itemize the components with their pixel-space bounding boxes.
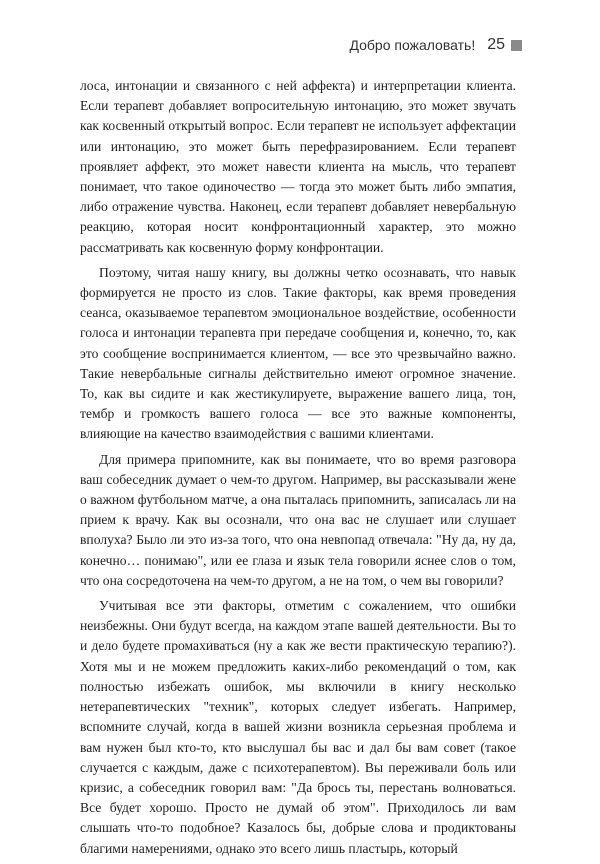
paragraph-1: лоса, интонации и связанного с ней аффекта) и интерпретации клиента. Если терапевт добавляет вопросительную интонацию, это может звучать как косвенный открытый вопрос. Если терапевт не использует аффектации или интонацию, это может быть перефразированием. Если терапевт проявляет аффект, это может навести клиента на мысль, что терапевт понимает, что такое одиночество — тогда это может быть либо эмпатия, либо отражение чувства. Наконец, если терапевт добавляет невербальную реакцию, которая носит конфронтационный характер, это можно рассматривать как косвенную форму конфронтации. <box>80 78 516 255</box>
running-header <box>349 36 522 54</box>
chapter-title: Добро пожаловать! <box>349 37 476 53</box>
paragraph-2: Поэтому, читая нашу книгу, вы должны четко осознавать, что навык формируется не просто из слов. Такие факторы, как время проведения сеанса, оказываемое терапевтом эмоциональное воздействие, особенности голоса и интонации терапевта при передаче сообщения и, конечно, то, как это сообщение воспринимается клиентом, — все это чрезвычайно важно. Такие невербальные сигналы действительно имеют огромное значение. То, как вы сидите и как жестикулируете, выражение вашего лица, тон, тембр и громкость вашего голоса — все это важные компоненты, влияющие на качество взаимодействия с вашими клиентами. <box>80 264 516 442</box>
body-text <box>80 76 516 864</box>
page-marker-square <box>511 40 522 51</box>
paragraph-4: Учитывая все эти факторы, отметим с сожалением, что ошибки неизбежны. Они будут всегда, на каждом этапе вашей деятельности. Вы то и дело будете промахиваться (ну а как же вести практическую терапию?). Хотя мы и не можем предложить каких-либо рекомендаций о том, как полностью избежать ошибок, мы включили в книгу несколько нетерапевтических "техник", которых следует избегать. Например, вспомните случай, когда в вашей жизни возникла серьезная проблема и вам нужен был кто-то, кто выслушал бы вас и дал бы вам совет (такое случается с каждым, даже с психотерапевтом). Вы переживали боль или кризис, а собеседник говорил вам: "Да брось ты, перестань волноваться. Все будет хорошо. Просто не думай об этом". Приходилось ли вам слышать что-то подобное? Казалось бы, добрые слова и продиктованы благими намерениями, однако это всего лишь пластырь, который <box>80 598 516 856</box>
page-number: 25 <box>487 36 505 53</box>
paragraph-3: Для примера припомните, как вы понимаете, что во время разговора ваш собеседник думает о чем-то другом. Например, вы рассказывали жене о важном футбольном матче, а она пыталась припомнить, записалась ли на прием к врачу. Как вы осознали, что она вас не слушает или слушает вполуха? Было ли это из-за того, что она невпопад отвечала: "Ну да, ну да, конечно… понимаю", или ее глаза и язык тела говорили яснее слов о том, что она сосредоточена на чем-то другом, а не на том, о чем вы говорили? <box>80 451 516 588</box>
